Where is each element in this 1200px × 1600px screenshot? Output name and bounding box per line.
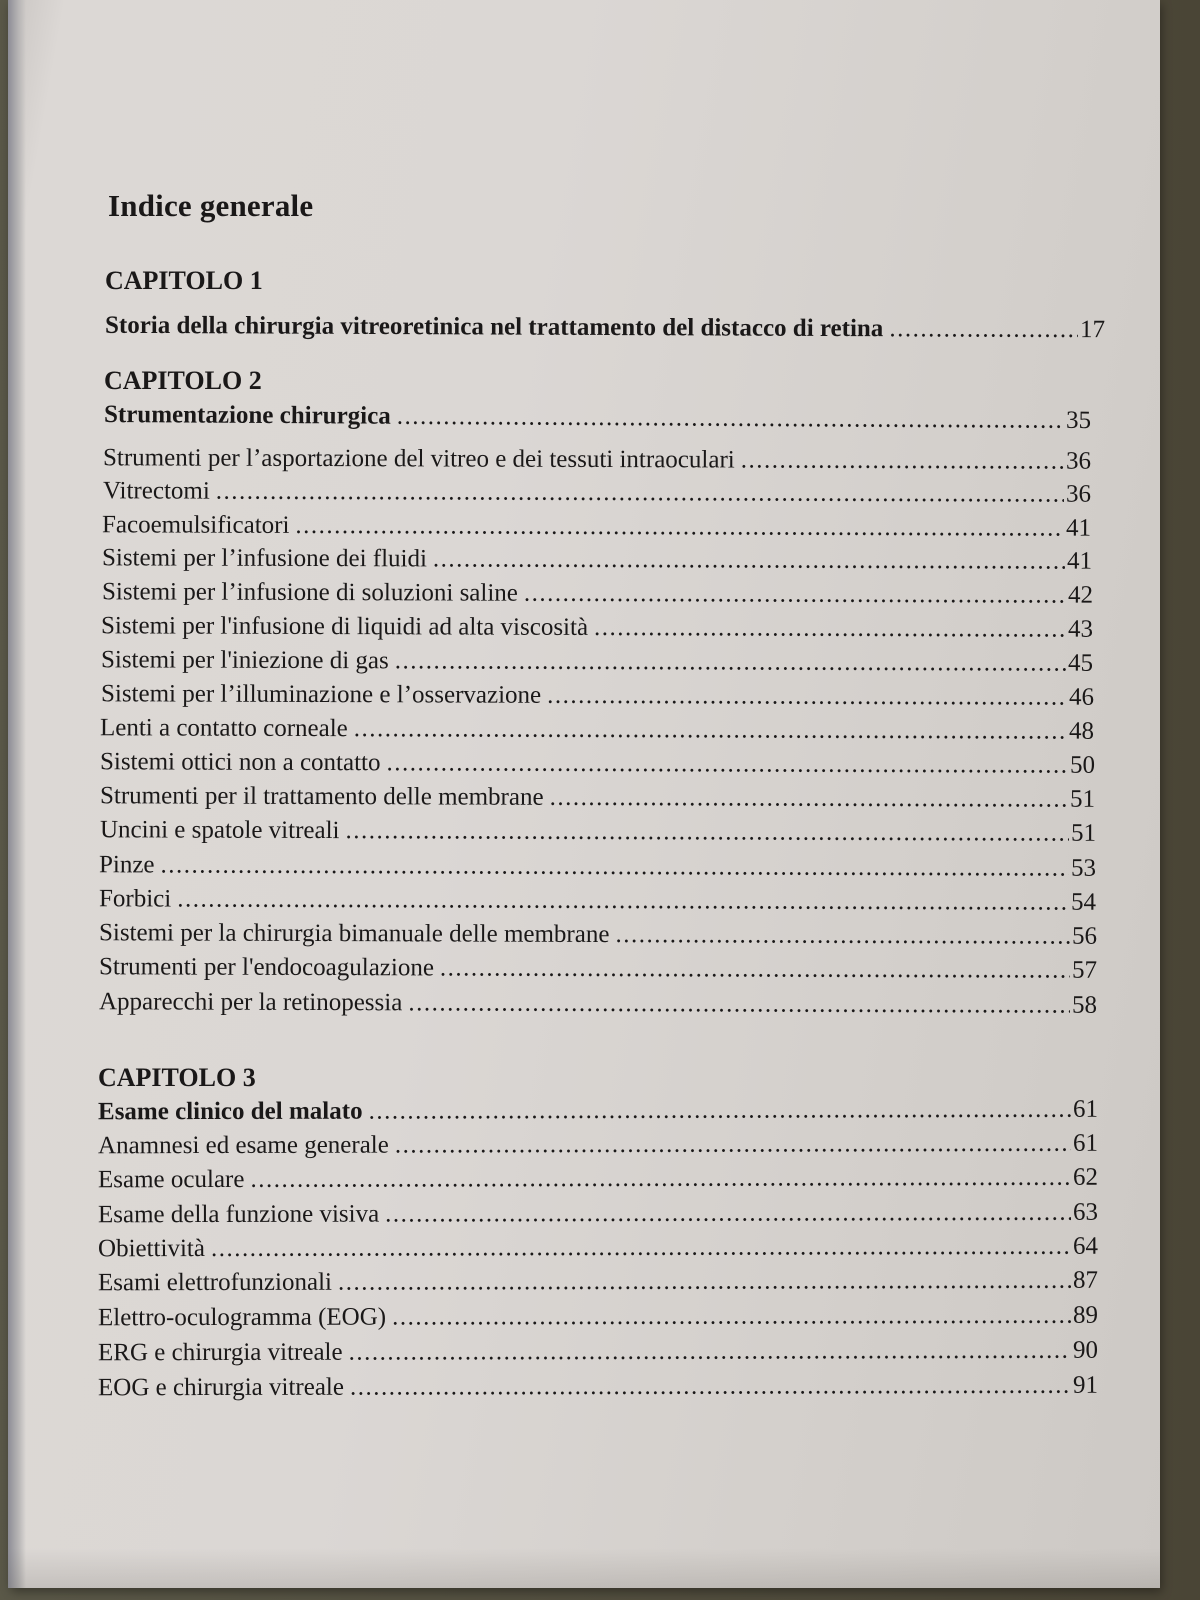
entry-label: ERG e chirurgia vitreale — [97, 1338, 343, 1367]
book-page — [8, 0, 1160, 1588]
entry-label: Sistemi per l'iniezione di gas — [100, 646, 389, 675]
entry-page-number: 36 — [1065, 480, 1092, 508]
entry-page-number: 63 — [1072, 1198, 1099, 1226]
entry-page-number: 53 — [1070, 854, 1097, 882]
toc-entry — [104, 401, 1091, 435]
toc-entry — [99, 885, 1096, 916]
entry-page-number: 43 — [1067, 615, 1094, 643]
dot-leader — [395, 1130, 1071, 1160]
toc-entry — [102, 544, 1092, 575]
entry-label: Strumenti per l'endocoagulazione — [98, 953, 435, 982]
toc-entry — [98, 1199, 1098, 1230]
entry-page-number: 61 — [1072, 1095, 1099, 1123]
toc-entry — [101, 680, 1094, 711]
dot-leader — [615, 921, 1070, 951]
toc-entry — [102, 511, 1091, 542]
entry-label: Anamnesi ed esame generale — [97, 1131, 389, 1160]
entry-page-number: 41 — [1066, 547, 1093, 575]
dot-leader — [741, 447, 1064, 476]
dot-leader — [295, 512, 1064, 543]
toc-entry — [98, 1337, 1098, 1368]
toc-entry — [101, 646, 1093, 677]
dot-leader — [524, 580, 1066, 610]
dot-leader — [161, 851, 1070, 882]
entry-label: Sistemi per la chirurgia bimanuale delle membrane — [98, 919, 610, 949]
dot-leader — [440, 954, 1070, 984]
table-of-contents — [8, 0, 1160, 1588]
entry-page-number: 48 — [1068, 717, 1095, 745]
dot-leader — [338, 1267, 1071, 1297]
toc-entry — [98, 1233, 1098, 1264]
entry-label: Obiettività — [97, 1235, 205, 1263]
entry-page-number: 89 — [1072, 1301, 1099, 1329]
toc-entry — [105, 312, 1105, 344]
entry-page-number: 58 — [1071, 991, 1098, 1019]
entry-label: Uncini e spatole vitreali — [99, 816, 340, 845]
entry-label: Facoemulsificatori — [101, 511, 290, 539]
toc-entry — [100, 816, 1096, 847]
entry-label: Elettro-oculogramma (EOG) — [97, 1303, 387, 1332]
dot-leader — [547, 682, 1067, 712]
dot-leader — [354, 715, 1067, 745]
entry-page-number: 56 — [1071, 922, 1098, 950]
entry-label: Forbici — [98, 885, 172, 913]
entry-page-number: 36 — [1065, 447, 1092, 475]
dot-leader — [177, 886, 1069, 917]
entry-label: Esame clinico del malato — [97, 1097, 363, 1126]
entry-page-number: 51 — [1069, 785, 1096, 813]
entry-label: Sistemi per l’illuminazione e l’osservazione — [100, 680, 542, 709]
dot-leader — [594, 614, 1066, 644]
dot-leader — [350, 1372, 1071, 1402]
toc-entry — [100, 782, 1095, 813]
toc-entry — [100, 748, 1095, 779]
entry-label: Esame oculare — [97, 1165, 245, 1194]
toc-entry — [99, 919, 1097, 950]
entry-page-number: 35 — [1065, 406, 1092, 435]
chapter-1-heading: CAPITOLO 1 — [105, 266, 263, 295]
dot-leader — [216, 478, 1064, 509]
page-title: Indice generale — [108, 188, 314, 223]
dot-leader — [386, 749, 1068, 779]
dot-leader — [433, 545, 1065, 575]
entry-page-number: 51 — [1070, 819, 1097, 847]
entry-page-number: 45 — [1067, 649, 1094, 677]
entry-label: Strumentazione chirurgica — [103, 400, 391, 430]
dot-leader — [397, 403, 1064, 435]
entry-label: Strumenti per il trattamento delle membrane — [99, 782, 544, 811]
entry-label: Lenti a contatto corneale — [99, 714, 348, 743]
toc-entry — [98, 1164, 1098, 1195]
dot-leader — [250, 1164, 1071, 1194]
entry-label: Vitrectomi — [102, 477, 210, 505]
entry-label: Pinze — [98, 851, 155, 879]
entry-page-number: 90 — [1072, 1336, 1099, 1364]
entry-page-number: 50 — [1069, 751, 1096, 779]
dot-leader — [550, 784, 1068, 814]
toc-entry — [103, 477, 1091, 508]
entry-page-number: 42 — [1067, 581, 1094, 609]
entry-page-number: 91 — [1072, 1371, 1099, 1399]
dot-leader — [408, 989, 1070, 1019]
toc-entry — [103, 444, 1091, 475]
toc-entry — [100, 714, 1094, 745]
toc-entry — [99, 851, 1096, 882]
toc-entry — [98, 1130, 1098, 1161]
entry-label: Strumenti per l’asportazione del vitreo e dei tessuti intraoculari — [102, 444, 735, 474]
entry-label: Storia della chirurgia vitreoretinica nel trattamento del distacco di retina — [104, 311, 884, 343]
toc-entry — [98, 1302, 1098, 1333]
entry-label: EOG e chirurgia vitreale — [97, 1373, 345, 1402]
chapter-2-heading: CAPITOLO 2 — [104, 366, 262, 395]
entry-page-number: 54 — [1070, 888, 1097, 916]
toc-entry — [99, 953, 1097, 984]
entry-page-number: 62 — [1072, 1163, 1099, 1191]
entry-label: Esami elettrofunzionali — [97, 1268, 332, 1297]
entry-page-number: 87 — [1072, 1266, 1099, 1294]
dot-leader — [345, 817, 1069, 848]
dot-leader — [385, 1199, 1071, 1229]
dot-leader — [392, 1302, 1071, 1332]
toc-entry — [98, 1372, 1098, 1403]
toc-entry — [98, 1096, 1098, 1127]
entry-label: Sistemi per l’infusione dei fluidi — [101, 544, 428, 573]
toc-entry — [101, 612, 1093, 643]
entry-page-number: 64 — [1072, 1232, 1099, 1260]
entry-label: Sistemi per l'infusione di liquidi ad alta viscosità — [100, 612, 589, 641]
dot-leader — [211, 1233, 1071, 1263]
dot-leader — [395, 647, 1066, 677]
entry-page-number: 46 — [1068, 683, 1095, 711]
entry-label: Sistemi per l’infusione di soluzioni saline — [101, 578, 518, 607]
entry-label: Sistemi ottici non a contatto — [99, 748, 381, 777]
entry-label: Esame della funzione visiva — [97, 1200, 380, 1229]
dot-leader — [349, 1337, 1071, 1367]
chapter-3-heading: CAPITOLO 3 — [98, 1063, 256, 1092]
entry-page-number: 17 — [1079, 316, 1106, 344]
entry-page-number: 57 — [1071, 956, 1098, 984]
entry-page-number: 41 — [1065, 514, 1092, 542]
dot-leader — [889, 315, 1078, 344]
entry-label: Apparecchi per la retinopessia — [98, 988, 403, 1017]
dot-leader — [369, 1096, 1072, 1126]
toc-entry — [102, 578, 1093, 609]
toc-entry — [99, 988, 1097, 1019]
toc-entry — [98, 1267, 1098, 1298]
entry-page-number: 61 — [1072, 1129, 1099, 1157]
